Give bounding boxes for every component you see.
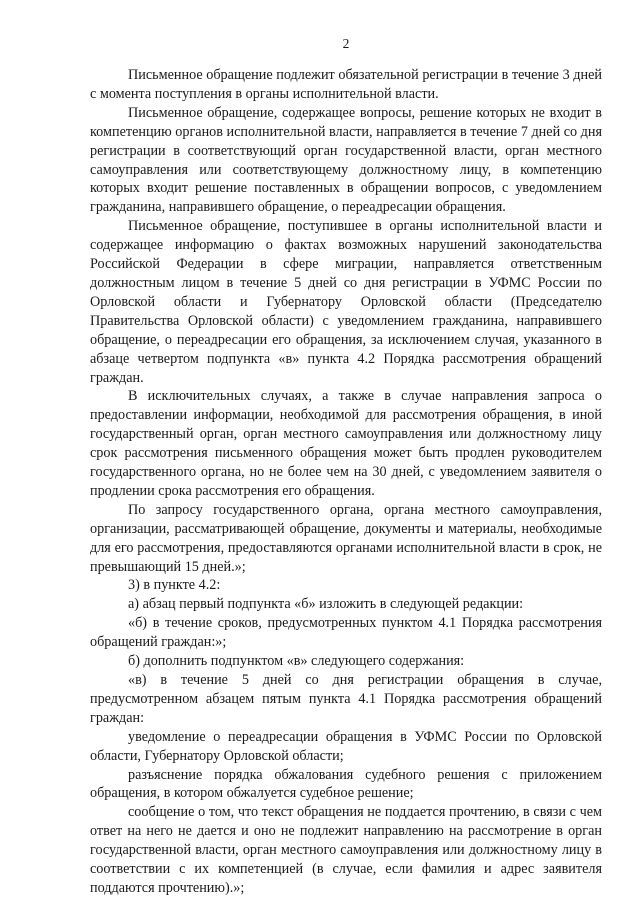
paragraph-notification: уведомление о переадресации обращения в УФМС России по Орловской области, Губернатору Орловской области; [90, 728, 602, 764]
paragraph-quote-v: «в) в течение 5 дней со дня регистрации обращения в случае, предусмотренном абзацем пятым пункта 4.1 Порядка рассмотрения обращений граждан: [90, 672, 602, 726]
paragraph-subitem-b: б) дополнить подпунктом «в» следующего содержания: [128, 653, 465, 670]
paragraph-item-3: 3) в пункте 4.2: [128, 577, 221, 594]
paragraph-subitem-a: а) абзац первый подпункта «б» изложить в следующей редакции: [128, 596, 524, 613]
paragraph-migration-violations: Письменное обращение, поступившее в органы исполнительной власти и содержащее информацию о фактах возможных нарушений законодательства Российской Федерации в сфере миграции, направляется ответственным должностным лицом в течение 5 дней со дня регистрации в УФМС России по Орловской области и Губернатору Орловской области (Председателю Правительства Орловской области) с уведомлением гражданина, направившего обращение, о переадресации его обращения, за исключением случая, указанного в абзаце четвертом подпункта «в» пункта 4.2 Порядка рассмотрения обращений граждан. [90, 218, 602, 386]
paragraph-exceptional-cases: В исключительных случаях, а также в случае направления запроса о предоставлении информации, необходимой для рассмотрения обращения, в иной государственный орган, орган местного самоуправления или должностному лицу срок рассмотрения письменного обращения может быть продлен руководителем государственного органа, но не более чем на 30 дней, с уведомлением заявителя о продлении срока рассмотрения его обращения. [90, 388, 602, 499]
paragraph-unreadable-text: сообщение о том, что текст обращения не поддается прочтению, в связи с чем ответ на него не дается и оно не подлежит направлению на рассмотрение в орган государственной власти, орган местного самоуправления или должностному лицу в соответствии с их компетенцией (в случае, если фамилия и адрес заявителя поддаются прочтению).»; [90, 804, 602, 896]
paragraph-registration: Письменное обращение подлежит обязательной регистрации в течение 3 дней с момента поступления в органы исполнительной власти. [90, 67, 602, 102]
page-number: 2 [342, 36, 350, 51]
paragraph-redirect-competence: Письменное обращение, содержащее вопросы, решение которых не входит в компетенцию органов исполнительной власти, направляется в течение 7 дней со дня регистрации в соответствующий орган государственной власти, орган местного самоуправления или соответствующему должностному лицу, в компетенцию которых входит решение поставленных в обращении вопросов, с уведомлением гражданина, направившего обращение, о переадресации обращения. [90, 104, 602, 216]
paragraph-quote-b: «б) в течение сроков, предусмотренных пунктом 4.1 Порядка рассмотрения обращений граждан:»; [90, 615, 602, 651]
paragraph-court-appeal: разъяснение порядка обжалования судебного решения с приложением обращения, в котором обжалуется судебное решение; [90, 766, 602, 802]
paragraph-documents-request: По запросу государственного органа, органа местного самоуправления, организации, рассматривающей обращение, документы и материалы, необходимые для его рассмотрения, предоставляются органами исполнительной власти в срок, не превышающий 15 дней.»; [90, 501, 602, 575]
